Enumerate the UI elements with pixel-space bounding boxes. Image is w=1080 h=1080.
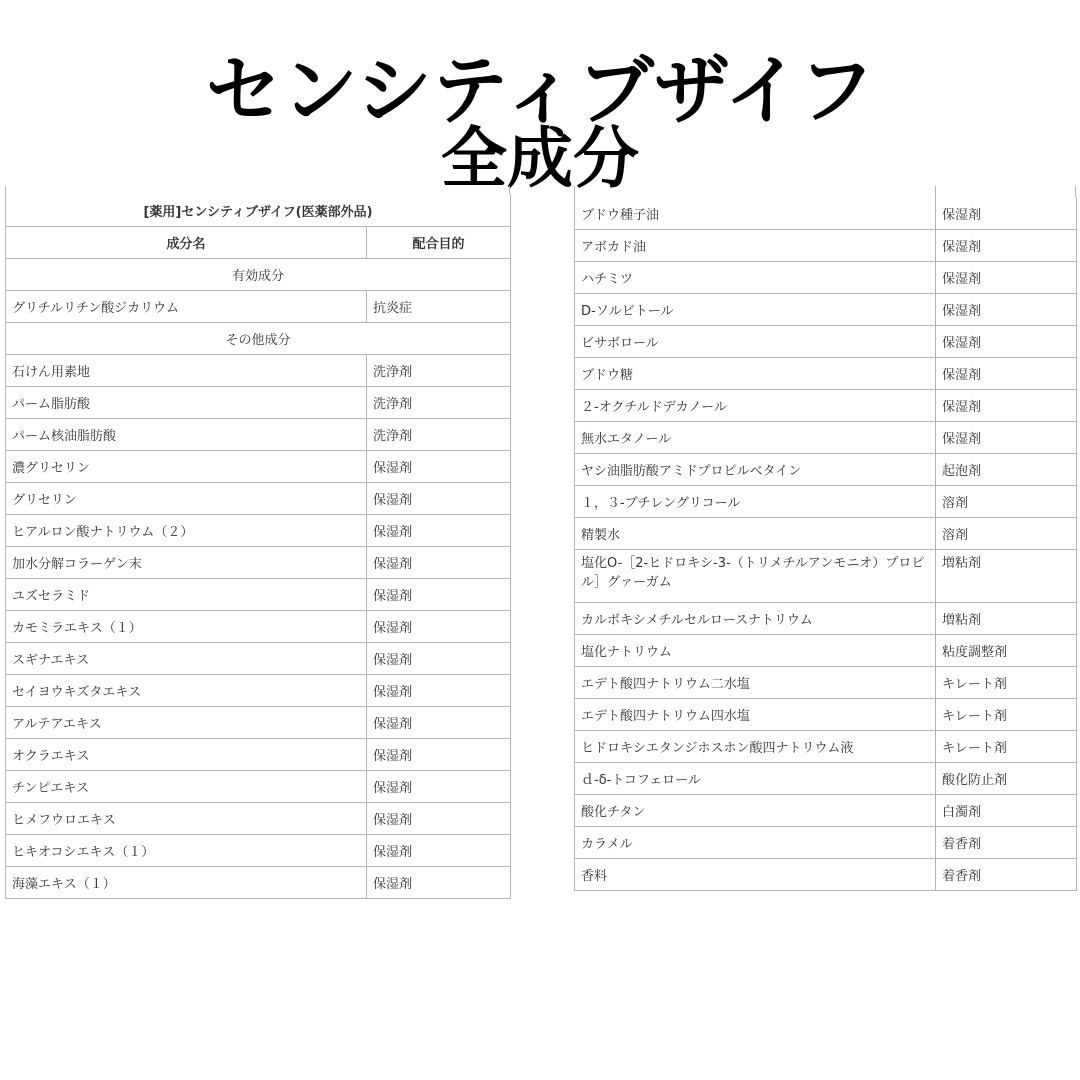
table-row xyxy=(6,835,511,867)
ingredient-purpose: 酸化防止剤 xyxy=(936,763,1077,795)
table-row xyxy=(575,731,1077,763)
ingredient-name: ブドウ種子油 xyxy=(575,198,936,230)
table-row xyxy=(575,827,1077,859)
ingredient-purpose: 保湿剤 xyxy=(367,739,511,771)
ingredient-name: 濃グリセリン xyxy=(6,451,367,483)
table-row xyxy=(575,603,1077,635)
ingredient-name: 塩化O-［2-ヒドロキシ-3-（トリメチルアンモニオ）プロピル］グァーガム xyxy=(575,550,936,603)
ingredient-purpose: 保湿剤 xyxy=(367,515,511,547)
ingredient-name: 精製水 xyxy=(575,518,936,550)
table-row xyxy=(575,859,1077,891)
ingredients-table-left-body xyxy=(6,195,511,899)
ingredient-purpose: 白濁剤 xyxy=(936,795,1077,827)
ingredient-purpose: 保湿剤 xyxy=(367,611,511,643)
ingredient-name: 海藻エキス（１） xyxy=(6,867,367,899)
table-row xyxy=(575,699,1077,731)
ingredient-name: ヒドロキシエタンジホスホン酸四ナトリウム液 xyxy=(575,731,936,763)
ingredient-name: セイヨウキズタエキス xyxy=(6,675,367,707)
ingredient-purpose: 保湿剤 xyxy=(367,867,511,899)
ingredient-name: 加水分解コラーゲン末 xyxy=(6,547,367,579)
ingredient-name: スギナエキス xyxy=(6,643,367,675)
table-row xyxy=(575,550,1077,603)
ingredient-purpose: 保湿剤 xyxy=(367,547,511,579)
ingredient-purpose: 洗浄剤 xyxy=(367,419,511,451)
table-row xyxy=(575,667,1077,699)
ingredient-name: ２-オクチルドデカノール xyxy=(575,390,936,422)
ingredient-purpose: 着香剤 xyxy=(936,827,1077,859)
ingredient-name: D-ソルビトール xyxy=(575,294,936,326)
table-row xyxy=(6,419,511,451)
section-heading-row xyxy=(6,323,511,355)
ingredient-purpose: 保湿剤 xyxy=(936,294,1077,326)
table-row xyxy=(575,422,1077,454)
ingredient-name: グリチルリチン酸ジカリウム xyxy=(6,291,367,323)
ingredient-purpose: 保湿剤 xyxy=(367,483,511,515)
table-row xyxy=(6,515,511,547)
ingredient-name: カルボキシメチルセルロースナトリウム xyxy=(575,603,936,635)
ingredient-purpose: キレート剤 xyxy=(936,667,1077,699)
ingredient-purpose: 洗浄剤 xyxy=(367,355,511,387)
table-header-row xyxy=(6,227,511,259)
ingredient-purpose: 保湿剤 xyxy=(367,451,511,483)
ingredient-purpose: 抗炎症 xyxy=(367,291,511,323)
ingredient-name: 香料 xyxy=(575,859,936,891)
ingredient-purpose: 保湿剤 xyxy=(936,326,1077,358)
ingredients-table-right-body xyxy=(575,198,1077,891)
table-row xyxy=(6,675,511,707)
page-subtitle: 全成分 xyxy=(441,120,639,197)
ingredient-purpose: 保湿剤 xyxy=(367,835,511,867)
table-row xyxy=(575,198,1077,230)
ingredient-name: ブドウ糖 xyxy=(575,358,936,390)
ingredient-name: カラメル xyxy=(575,827,936,859)
ingredient-name: オクラエキス xyxy=(6,739,367,771)
table-row xyxy=(575,262,1077,294)
table-row xyxy=(575,486,1077,518)
table-row xyxy=(6,803,511,835)
ingredient-name: ユズセラミド xyxy=(6,579,367,611)
ingredients-table-left xyxy=(5,194,511,899)
ingredient-name: アボカド油 xyxy=(575,230,936,262)
ingredient-name: ヒキオコシエキス（１） xyxy=(6,835,367,867)
table-row xyxy=(6,579,511,611)
ingredient-purpose: キレート剤 xyxy=(936,731,1077,763)
ingredient-name: パーム核油脂肪酸 xyxy=(6,419,367,451)
section-heading: 有効成分 xyxy=(6,259,511,291)
ingredient-purpose: 保湿剤 xyxy=(367,579,511,611)
ingredient-purpose: 洗浄剤 xyxy=(367,387,511,419)
ingredient-name: カモミラエキス（１） xyxy=(6,611,367,643)
ingredients-table-right xyxy=(574,197,1077,891)
ingredient-purpose: 保湿剤 xyxy=(367,675,511,707)
table-row xyxy=(575,635,1077,667)
table-row xyxy=(575,518,1077,550)
table-row xyxy=(6,547,511,579)
ingredient-purpose: 保湿剤 xyxy=(936,390,1077,422)
table-row xyxy=(575,326,1077,358)
ingredient-name: １，３-ブチレングリコール xyxy=(575,486,936,518)
ingredient-purpose: 保湿剤 xyxy=(367,643,511,675)
ingredient-name: 塩化ナトリウム xyxy=(575,635,936,667)
ingredient-purpose: 保湿剤 xyxy=(936,198,1077,230)
ingredient-name: チンピエキス xyxy=(6,771,367,803)
page-title: センシティブザイフ xyxy=(205,46,875,135)
ingredient-name: ハチミツ xyxy=(575,262,936,294)
table-caption: [薬用]センシティブザイフ(医薬部外品) xyxy=(6,195,511,227)
table-row xyxy=(6,643,511,675)
right-table-edge-right xyxy=(1075,186,1076,197)
table-row xyxy=(575,230,1077,262)
table-row xyxy=(575,795,1077,827)
ingredient-purpose: 起泡剤 xyxy=(936,454,1077,486)
ingredient-purpose: 増粘剤 xyxy=(936,603,1077,635)
ingredient-purpose: 保湿剤 xyxy=(936,422,1077,454)
table-row xyxy=(6,483,511,515)
table-row xyxy=(575,358,1077,390)
ingredient-purpose: 着香剤 xyxy=(936,859,1077,891)
ingredient-purpose: 保湿剤 xyxy=(367,771,511,803)
ingredient-name: ヤシ油脂肪酸アミドプロピルベタイン xyxy=(575,454,936,486)
ingredient-name: ヒアルロン酸ナトリウム（２） xyxy=(6,515,367,547)
header-ingredient-name: 成分名 xyxy=(6,227,367,259)
ingredient-name: アルテアエキス xyxy=(6,707,367,739)
ingredient-purpose: 保湿剤 xyxy=(367,803,511,835)
right-table-edge-mid xyxy=(935,186,936,197)
table-row xyxy=(6,451,511,483)
left-table-edge xyxy=(5,186,6,194)
ingredient-name: パーム脂肪酸 xyxy=(6,387,367,419)
ingredient-name: ｄ-δ-トコフェロール xyxy=(575,763,936,795)
ingredient-name: ビサボロール xyxy=(575,326,936,358)
ingredient-name: 酸化チタン xyxy=(575,795,936,827)
ingredient-purpose: 増粘剤 xyxy=(936,550,1077,603)
table-row xyxy=(6,707,511,739)
ingredient-purpose: 保湿剤 xyxy=(936,230,1077,262)
table-row xyxy=(6,739,511,771)
table-row xyxy=(6,771,511,803)
ingredient-name: 石けん用素地 xyxy=(6,355,367,387)
section-heading-row xyxy=(6,259,511,291)
ingredient-name: グリセリン xyxy=(6,483,367,515)
left-table-edge-right xyxy=(509,186,510,194)
ingredient-purpose: キレート剤 xyxy=(936,699,1077,731)
right-table-edge xyxy=(574,186,575,197)
ingredient-name: エデト酸四ナトリウム四水塩 xyxy=(575,699,936,731)
header-purpose: 配合目的 xyxy=(367,227,511,259)
section-heading: その他成分 xyxy=(6,323,511,355)
table-row xyxy=(6,867,511,899)
table-row xyxy=(575,294,1077,326)
ingredient-purpose: 粘度調整剤 xyxy=(936,635,1077,667)
table-row xyxy=(6,291,511,323)
table-row xyxy=(575,763,1077,795)
table-row xyxy=(6,387,511,419)
ingredient-name: ヒメフウロエキス xyxy=(6,803,367,835)
ingredient-name: エデト酸四ナトリウム二水塩 xyxy=(575,667,936,699)
ingredient-purpose: 溶剤 xyxy=(936,518,1077,550)
table-row xyxy=(6,355,511,387)
ingredient-purpose: 保湿剤 xyxy=(936,262,1077,294)
table-row xyxy=(6,611,511,643)
ingredient-purpose: 溶剤 xyxy=(936,486,1077,518)
ingredient-purpose: 保湿剤 xyxy=(367,707,511,739)
table-caption-row xyxy=(6,195,511,227)
table-row xyxy=(575,454,1077,486)
ingredient-name: 無水エタノール xyxy=(575,422,936,454)
table-row xyxy=(575,390,1077,422)
ingredient-purpose: 保湿剤 xyxy=(936,358,1077,390)
